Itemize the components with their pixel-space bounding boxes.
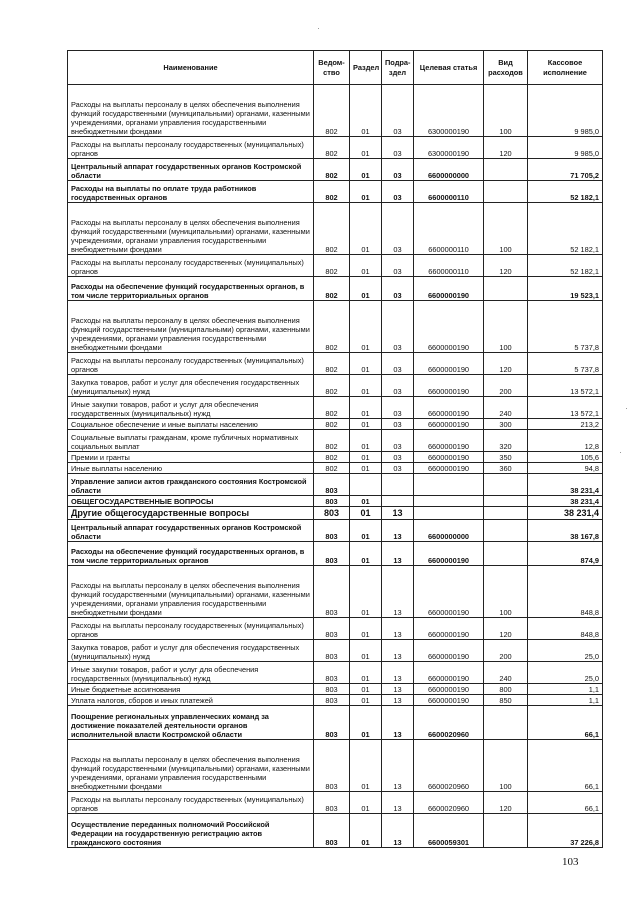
row-department: 802 — [314, 85, 350, 137]
row-section: 01 — [350, 662, 382, 684]
row-target-article: 6600000190 — [414, 353, 484, 375]
row-department: 802 — [314, 463, 350, 474]
row-cash-execution: 38 167,8 — [528, 520, 603, 542]
row-subsection: 03 — [382, 181, 414, 203]
row-section: 01 — [350, 496, 382, 507]
scan-speck — [318, 28, 319, 29]
row-department: 802 — [314, 203, 350, 255]
row-department: 802 — [314, 159, 350, 181]
row-target-article: 6600000000 — [414, 159, 484, 181]
table-row — [68, 520, 603, 542]
row-department: 802 — [314, 419, 350, 430]
row-subsection — [382, 496, 414, 507]
row-expense-type: 120 — [484, 255, 528, 277]
row-target-article: 6600000190 — [414, 662, 484, 684]
row-section: 01 — [350, 640, 382, 662]
row-department: 802 — [314, 430, 350, 452]
row-expense-type — [484, 159, 528, 181]
row-department: 803 — [314, 706, 350, 740]
row-department: 803 — [314, 684, 350, 695]
table-row — [68, 706, 603, 740]
row-expense-type: 800 — [484, 684, 528, 695]
row-target-article: 6600020960 — [414, 792, 484, 814]
table-row — [68, 542, 603, 566]
row-department: 802 — [314, 255, 350, 277]
row-name: Премии и гранты — [68, 452, 314, 463]
row-department: 803 — [314, 507, 350, 520]
header-section: Раздел — [350, 51, 382, 85]
row-section: 01 — [350, 814, 382, 848]
row-section: 01 — [350, 159, 382, 181]
table-row — [68, 397, 603, 419]
row-target-article: 6600000190 — [414, 566, 484, 618]
row-section: 01 — [350, 463, 382, 474]
row-cash-execution: 94,8 — [528, 463, 603, 474]
row-target-article: 6600020960 — [414, 740, 484, 792]
row-expense-type: 100 — [484, 566, 528, 618]
table-row — [68, 85, 603, 137]
row-cash-execution: 213,2 — [528, 419, 603, 430]
row-section: 01 — [350, 695, 382, 706]
row-section: 01 — [350, 740, 382, 792]
row-target-article: 6600000190 — [414, 684, 484, 695]
row-section: 01 — [350, 301, 382, 353]
row-name: Уплата налогов, сборов и иных платежей — [68, 695, 314, 706]
row-name: Другие общегосударственные вопросы — [68, 507, 314, 520]
row-name: Иные закупки товаров, работ и услуг для обеспечения государственных (муниципальных) нужд — [68, 397, 314, 419]
row-department: 803 — [314, 662, 350, 684]
header-expense-type: Вид расходов — [484, 51, 528, 85]
table-row — [68, 474, 603, 496]
row-name: Иные бюджетные ассигнования — [68, 684, 314, 695]
row-target-article: 6600000190 — [414, 430, 484, 452]
row-expense-type: 350 — [484, 452, 528, 463]
row-department: 803 — [314, 520, 350, 542]
table-row — [68, 430, 603, 452]
row-target-article: 6600000190 — [414, 419, 484, 430]
row-expense-type — [484, 706, 528, 740]
scan-speck — [626, 408, 627, 409]
row-cash-execution: 9 985,0 — [528, 137, 603, 159]
row-target-article: 6600059301 — [414, 814, 484, 848]
table-header-row — [68, 51, 603, 85]
row-subsection: 13 — [382, 706, 414, 740]
row-target-article — [414, 496, 484, 507]
row-name: Расходы на выплаты персоналу в целях обеспечения выполнения функций государственными (муниципальными) органами, казенными учреждениями, органами управления государственными внебюджетными фондами — [68, 740, 314, 792]
row-cash-execution: 66,1 — [528, 792, 603, 814]
row-name: Центральный аппарат государственных органов Костромской области — [68, 159, 314, 181]
row-section: 01 — [350, 520, 382, 542]
row-subsection: 03 — [382, 301, 414, 353]
header-cash-execution: Кассовое исполнение — [528, 51, 603, 85]
row-target-article — [414, 474, 484, 496]
row-expense-type: 120 — [484, 353, 528, 375]
row-subsection: 03 — [382, 430, 414, 452]
row-expense-type: 100 — [484, 85, 528, 137]
row-cash-execution: 1,1 — [528, 684, 603, 695]
row-section: 01 — [350, 255, 382, 277]
row-target-article: 6600000110 — [414, 203, 484, 255]
row-department: 803 — [314, 814, 350, 848]
table-row — [68, 353, 603, 375]
row-subsection: 03 — [382, 463, 414, 474]
row-expense-type: 240 — [484, 662, 528, 684]
row-cash-execution: 13 572,1 — [528, 397, 603, 419]
row-department: 803 — [314, 542, 350, 566]
row-target-article — [414, 507, 484, 520]
row-name: Осуществление переданных полномочий Российской Федерации на государственную регистрацию актов гражданского состояния — [68, 814, 314, 848]
row-target-article: 6600000190 — [414, 542, 484, 566]
header-name: Наименование — [68, 51, 314, 85]
header-target-article: Целевая статья — [414, 51, 484, 85]
row-subsection: 03 — [382, 159, 414, 181]
row-section: 01 — [350, 397, 382, 419]
row-cash-execution: 9 985,0 — [528, 85, 603, 137]
row-name: ОБЩЕГОСУДАРСТВЕННЫЕ ВОПРОСЫ — [68, 496, 314, 507]
row-department: 802 — [314, 137, 350, 159]
row-department: 803 — [314, 640, 350, 662]
table-row — [68, 277, 603, 301]
row-department: 803 — [314, 740, 350, 792]
row-department: 802 — [314, 397, 350, 419]
table-row — [68, 684, 603, 695]
row-section: 01 — [350, 85, 382, 137]
row-cash-execution: 5 737,8 — [528, 301, 603, 353]
row-expense-type: 300 — [484, 419, 528, 430]
row-subsection: 03 — [382, 277, 414, 301]
row-expense-type — [484, 520, 528, 542]
table-row — [68, 255, 603, 277]
table-row — [68, 640, 603, 662]
row-expense-type — [484, 474, 528, 496]
row-name: Иные закупки товаров, работ и услуг для обеспечения государственных (муниципальных) нужд — [68, 662, 314, 684]
row-cash-execution: 71 705,2 — [528, 159, 603, 181]
row-subsection: 13 — [382, 542, 414, 566]
row-name: Расходы на выплаты персоналу в целях обеспечения выполнения функций государственными (муниципальными) органами, казенными учреждениями, органами управления государственными внебюджетными фондами — [68, 203, 314, 255]
row-name: Расходы на выплаты персоналу в целях обеспечения выполнения функций государственными (муниципальными) органами, казенными учреждениями, органами управления государственными внебюджетными фондами — [68, 85, 314, 137]
row-cash-execution: 25,0 — [528, 662, 603, 684]
row-section: 01 — [350, 430, 382, 452]
row-expense-type: 100 — [484, 301, 528, 353]
row-expense-type: 240 — [484, 397, 528, 419]
row-cash-execution: 37 226,8 — [528, 814, 603, 848]
row-expense-type — [484, 496, 528, 507]
table-row — [68, 695, 603, 706]
row-department: 802 — [314, 353, 350, 375]
row-target-article: 6600000190 — [414, 695, 484, 706]
row-expense-type — [484, 507, 528, 520]
table-row — [68, 507, 603, 520]
budget-execution-table — [67, 50, 603, 848]
row-cash-execution: 38 231,4 — [528, 496, 603, 507]
header-department: Ведом-ство — [314, 51, 350, 85]
row-expense-type: 200 — [484, 640, 528, 662]
row-subsection: 13 — [382, 695, 414, 706]
row-department: 802 — [314, 277, 350, 301]
row-target-article: 6600020960 — [414, 706, 484, 740]
row-cash-execution: 105,6 — [528, 452, 603, 463]
table-row — [68, 792, 603, 814]
row-subsection: 13 — [382, 640, 414, 662]
row-target-article: 6600000190 — [414, 277, 484, 301]
row-cash-execution: 13 572,1 — [528, 375, 603, 397]
row-expense-type: 120 — [484, 618, 528, 640]
row-subsection: 13 — [382, 507, 414, 520]
table-row — [68, 662, 603, 684]
row-section: 01 — [350, 353, 382, 375]
row-target-article: 6600000190 — [414, 397, 484, 419]
table-row — [68, 496, 603, 507]
row-name: Социальные выплаты гражданам, кроме публичных нормативных социальных выплат — [68, 430, 314, 452]
row-cash-execution: 52 182,1 — [528, 255, 603, 277]
table-row — [68, 618, 603, 640]
table-row — [68, 203, 603, 255]
table-row — [68, 159, 603, 181]
row-name: Расходы на выплаты персоналу в целях обеспечения выполнения функций государственными (муниципальными) органами, казенными учреждениями, органами управления государственными внебюджетными фондами — [68, 301, 314, 353]
row-name: Социальное обеспечение и иные выплаты населению — [68, 419, 314, 430]
row-cash-execution: 38 231,4 — [528, 474, 603, 496]
row-name: Расходы на выплаты по оплате труда работников государственных органов — [68, 181, 314, 203]
row-subsection: 03 — [382, 255, 414, 277]
row-section: 01 — [350, 419, 382, 430]
row-target-article: 6600000000 — [414, 520, 484, 542]
table-row — [68, 814, 603, 848]
row-name: Расходы на выплаты персоналу государственных (муниципальных) органов — [68, 353, 314, 375]
row-department: 803 — [314, 618, 350, 640]
header-subsection: Подра-здел — [382, 51, 414, 85]
row-section: 01 — [350, 203, 382, 255]
row-name: Центральный аппарат государственных органов Костромской области — [68, 520, 314, 542]
row-department: 803 — [314, 496, 350, 507]
row-subsection: 03 — [382, 375, 414, 397]
row-name: Закупка товаров, работ и услуг для обеспечения государственных (муниципальных) нужд — [68, 640, 314, 662]
row-cash-execution: 12,8 — [528, 430, 603, 452]
row-name: Иные выплаты населению — [68, 463, 314, 474]
row-section: 01 — [350, 542, 382, 566]
row-expense-type: 120 — [484, 137, 528, 159]
row-section — [350, 474, 382, 496]
row-name: Расходы на выплаты персоналу в целях обеспечения выполнения функций государственными (муниципальными) органами, казенными учреждениями, органами управления государственными внебюджетными фондами — [68, 566, 314, 618]
row-cash-execution: 38 231,4 — [528, 507, 603, 520]
row-section: 01 — [350, 137, 382, 159]
row-target-article: 6600000110 — [414, 255, 484, 277]
row-subsection: 13 — [382, 684, 414, 695]
table-row — [68, 566, 603, 618]
row-expense-type: 120 — [484, 792, 528, 814]
row-cash-execution: 848,8 — [528, 618, 603, 640]
row-target-article: 6600000190 — [414, 301, 484, 353]
row-subsection: 03 — [382, 353, 414, 375]
table-row — [68, 137, 603, 159]
row-section: 01 — [350, 706, 382, 740]
row-cash-execution: 66,1 — [528, 740, 603, 792]
row-name: Расходы на выплаты персоналу государственных (муниципальных) органов — [68, 618, 314, 640]
row-expense-type — [484, 181, 528, 203]
row-name: Расходы на выплаты персоналу государственных (муниципальных) органов — [68, 137, 314, 159]
table-row — [68, 181, 603, 203]
table-row — [68, 463, 603, 474]
row-department: 803 — [314, 792, 350, 814]
row-subsection: 13 — [382, 618, 414, 640]
row-subsection: 03 — [382, 137, 414, 159]
row-department: 802 — [314, 452, 350, 463]
row-cash-execution: 5 737,8 — [528, 353, 603, 375]
table-body — [68, 85, 603, 848]
row-subsection: 03 — [382, 452, 414, 463]
row-section: 01 — [350, 181, 382, 203]
row-name: Закупка товаров, работ и услуг для обеспечения государственных (муниципальных) нужд — [68, 375, 314, 397]
row-target-article: 6600000190 — [414, 618, 484, 640]
row-cash-execution: 25,0 — [528, 640, 603, 662]
table-row — [68, 375, 603, 397]
row-target-article: 6600000110 — [414, 181, 484, 203]
row-cash-execution: 19 523,1 — [528, 277, 603, 301]
row-subsection: 13 — [382, 662, 414, 684]
scan-speck — [620, 452, 621, 453]
row-subsection — [382, 474, 414, 496]
row-section: 01 — [350, 792, 382, 814]
row-department: 803 — [314, 474, 350, 496]
row-target-article: 6300000190 — [414, 137, 484, 159]
row-cash-execution: 66,1 — [528, 706, 603, 740]
row-name: Расходы на выплаты персоналу государственных (муниципальных) органов — [68, 255, 314, 277]
row-expense-type: 360 — [484, 463, 528, 474]
row-expense-type — [484, 814, 528, 848]
row-department: 803 — [314, 695, 350, 706]
row-expense-type: 850 — [484, 695, 528, 706]
row-section: 01 — [350, 375, 382, 397]
row-department: 802 — [314, 301, 350, 353]
row-name: Расходы на выплаты персоналу государственных (муниципальных) органов — [68, 792, 314, 814]
row-expense-type: 200 — [484, 375, 528, 397]
row-department: 802 — [314, 181, 350, 203]
row-name: Управление записи актов гражданского состояния Костромской области — [68, 474, 314, 496]
page-number: 103 — [562, 856, 579, 868]
row-name: Расходы на обеспечение функций государственных органов, в том числе территориальных органов — [68, 277, 314, 301]
table-row — [68, 740, 603, 792]
row-department: 803 — [314, 566, 350, 618]
row-cash-execution: 874,9 — [528, 542, 603, 566]
row-subsection: 13 — [382, 740, 414, 792]
row-cash-execution: 848,8 — [528, 566, 603, 618]
row-subsection: 13 — [382, 792, 414, 814]
row-subsection: 13 — [382, 814, 414, 848]
row-target-article: 6300000190 — [414, 85, 484, 137]
row-cash-execution: 52 182,1 — [528, 203, 603, 255]
row-subsection: 03 — [382, 203, 414, 255]
row-target-article: 6600000190 — [414, 640, 484, 662]
row-name: Поощрение региональных управленческих команд за достижение показателей деятельности органов исполнительной власти Костромской области — [68, 706, 314, 740]
row-expense-type: 100 — [484, 203, 528, 255]
table-row — [68, 301, 603, 353]
row-subsection: 03 — [382, 397, 414, 419]
row-cash-execution: 1,1 — [528, 695, 603, 706]
row-target-article: 6600000190 — [414, 375, 484, 397]
row-section: 01 — [350, 566, 382, 618]
table-row — [68, 419, 603, 430]
row-expense-type — [484, 542, 528, 566]
row-department: 802 — [314, 375, 350, 397]
row-expense-type: 100 — [484, 740, 528, 792]
row-name: Расходы на обеспечение функций государственных органов, в том числе территориальных органов — [68, 542, 314, 566]
row-section: 01 — [350, 452, 382, 463]
row-section: 01 — [350, 277, 382, 301]
row-cash-execution: 52 182,1 — [528, 181, 603, 203]
row-target-article: 6600000190 — [414, 452, 484, 463]
row-expense-type — [484, 277, 528, 301]
row-expense-type: 320 — [484, 430, 528, 452]
row-target-article: 6600000190 — [414, 463, 484, 474]
row-subsection: 13 — [382, 520, 414, 542]
row-subsection: 13 — [382, 566, 414, 618]
table-row — [68, 452, 603, 463]
row-subsection: 03 — [382, 419, 414, 430]
row-section: 01 — [350, 507, 382, 520]
row-section: 01 — [350, 684, 382, 695]
row-section: 01 — [350, 618, 382, 640]
row-subsection: 03 — [382, 85, 414, 137]
